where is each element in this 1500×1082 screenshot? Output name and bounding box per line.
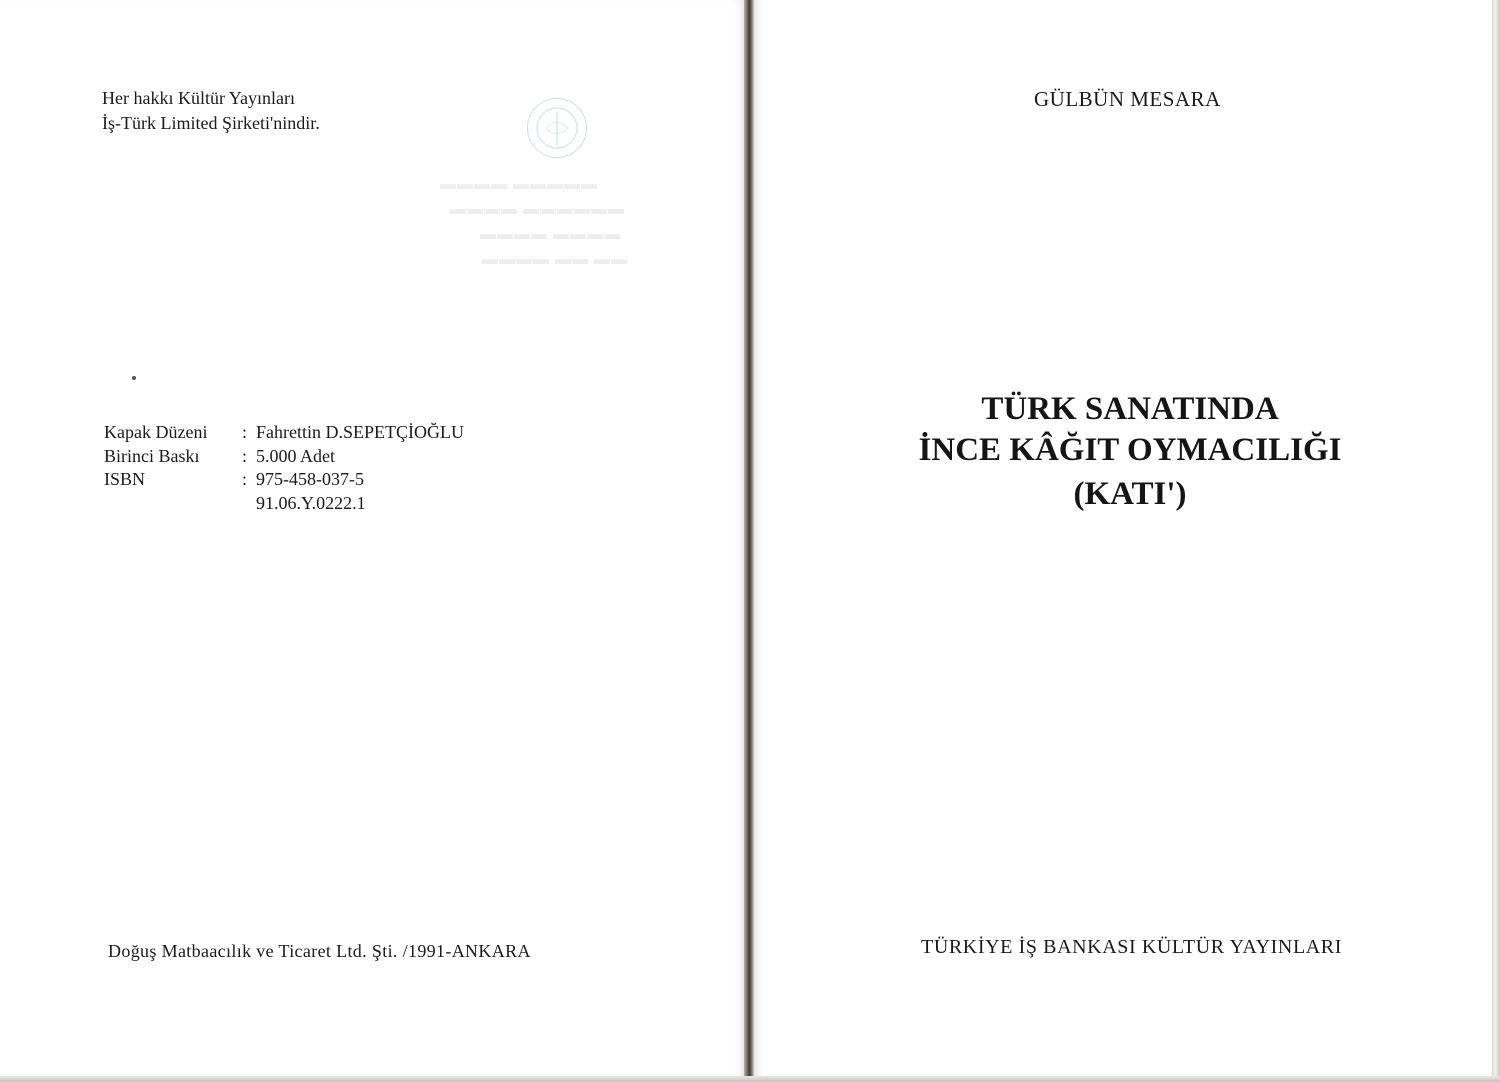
- credit-label: Kapak Düzeni: [104, 422, 208, 442]
- credit-row: [104, 492, 464, 516]
- credit-label: ISBN: [104, 469, 146, 489]
- bleed-through-mark: ▬▬▬▬ ▬▬ ▬▬: [482, 251, 628, 268]
- credit-value: 91.06.Y.0222.1: [256, 492, 366, 513]
- credit-row: [104, 421, 464, 445]
- book-gutter: [744, 0, 754, 1082]
- bleed-through-mark: ▬▬▬▬ ▬▬▬▬▬▬: [450, 201, 625, 218]
- bleed-through-mark: ▬▬▬▬ ▬▬▬▬▬: [440, 176, 598, 193]
- credit-separator: :: [242, 469, 248, 489]
- page-edge: [1492, 0, 1500, 1082]
- right-page-title: [754, 0, 1492, 1082]
- publisher-name: TÜRKİYE İŞ BANKASI KÜLTÜR YAYINLARI: [921, 936, 1343, 958]
- credit-value: Fahrettin D.SEPETÇİOĞLU: [256, 422, 464, 442]
- credit-value: 5.000 Adet: [256, 445, 335, 466]
- page-bottom-edge: [0, 1076, 1500, 1082]
- credit-separator: :: [242, 422, 248, 442]
- book-title-line-3: (KATI'): [1073, 476, 1187, 512]
- credit-separator: :: [242, 445, 248, 466]
- book-title-line-1: TÜRK SANATINDA: [981, 391, 1279, 427]
- credit-label: [104, 492, 242, 516]
- credit-row: [104, 468, 464, 492]
- credit-row: [104, 445, 464, 469]
- credit-label: Birinci Baskı: [104, 445, 200, 466]
- printer-imprint: Doğuş Matbaacılık ve Ticaret Ltd. Şti. /1991-ANKARA: [108, 941, 531, 961]
- library-stamp-icon: [527, 98, 587, 158]
- book-title-line-2: İNCE KÂĞIT OYMACILIĞI: [918, 432, 1342, 468]
- rights-notice-line-2: İş-Türk Limited Şirketi'nindir.: [102, 113, 320, 133]
- left-page-colophon: [0, 0, 744, 1082]
- credits-table: [104, 421, 464, 515]
- bleed-through-mark: ▬▬▬▬ ▬▬▬▬: [480, 226, 621, 243]
- credit-value: 975-458-037-5: [256, 469, 364, 489]
- rights-notice-line-1: Her hakkı Kültür Yayınları: [102, 88, 295, 108]
- ink-speck: [132, 376, 136, 380]
- credit-separator: [242, 492, 256, 516]
- author-name: GÜLBÜN MESARA: [1034, 87, 1221, 111]
